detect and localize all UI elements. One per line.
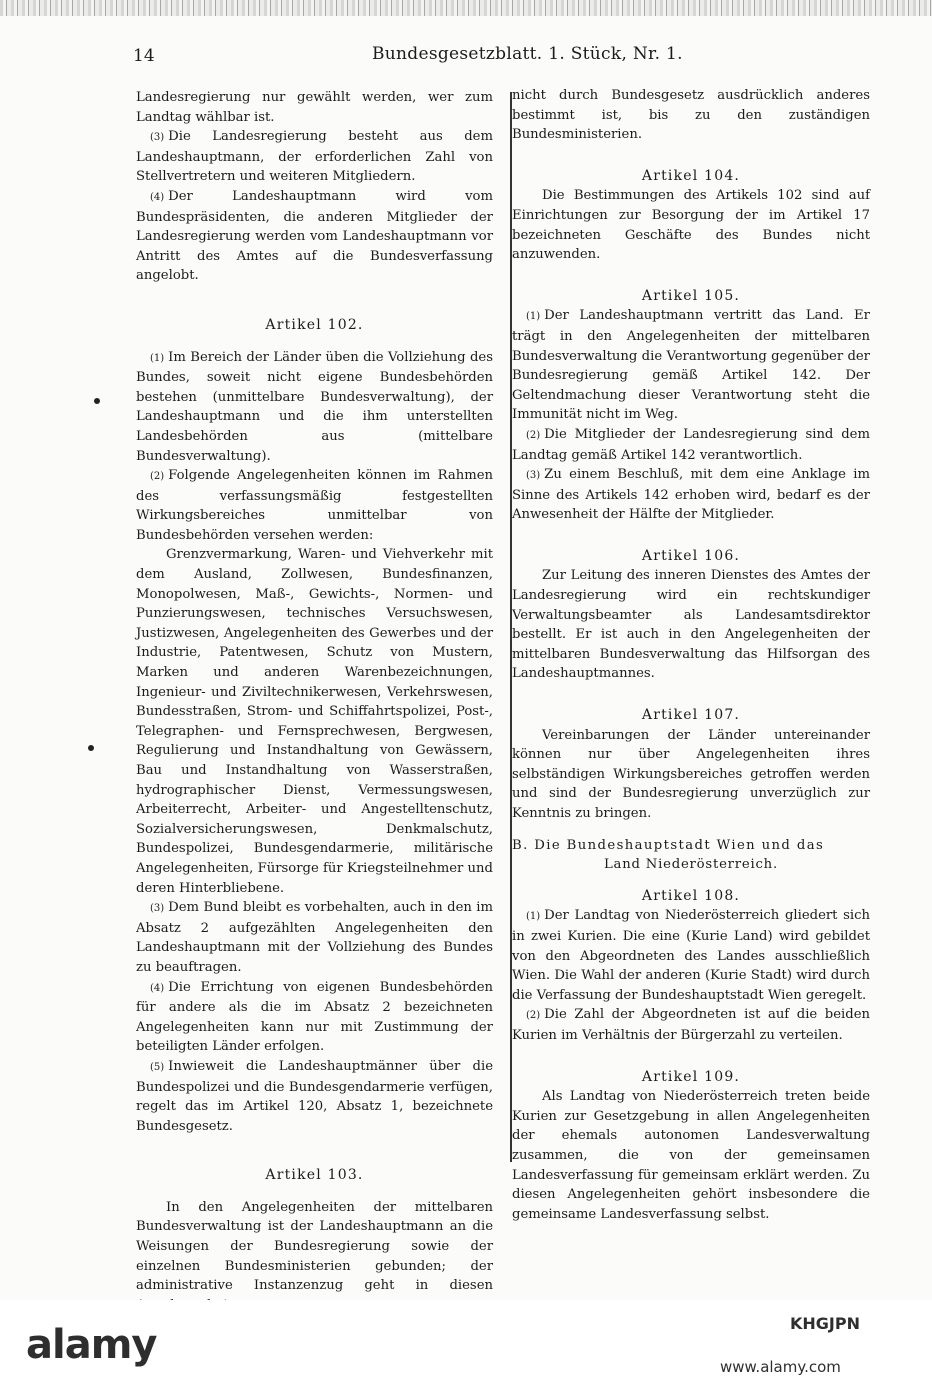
paragraph-number: (1) — [526, 911, 541, 923]
stock-image-id: KHGJPN — [790, 1314, 860, 1333]
article-102-paragraph-1 — [136, 348, 493, 467]
paragraph-text: Die Errichtung von eigenen Bundesbehörden für andere als die im Absatz 2 bezeichneten Angelegenheiten kann nur mit Zustimmung der beteiligten Länder erfolgen. — [136, 979, 493, 1055]
left-column — [136, 88, 493, 1315]
article-104-text: Die Bestimmungen des Artikels 102 sind auf Einrichtungen zur Besorgung der im Artikel 17 bezeichneten Geschäfte des Bundes nicht anzuwenden. — [512, 188, 870, 263]
paragraph-4 — [136, 187, 493, 286]
article-105-paragraph-1 — [512, 306, 870, 425]
paragraph-number: (2) — [526, 1010, 541, 1022]
paragraph-number: (3) — [150, 132, 165, 144]
article-107-text: Vereinbarungen der Länder untereinander können nur über Angelegenheiten ihres selbständigen Wirkungsbereiches getroffen werden und sind der Bundesregierung unverzüglich zur Kenntnis zu bringen. — [512, 727, 870, 821]
article-102-paragraph-3 — [136, 898, 493, 977]
right-column — [512, 86, 870, 1224]
page-number: 14 — [133, 46, 155, 66]
article-103-text: In den Angelegenheiten der mittelbaren Bundesverwaltung ist der Landeshauptmann an die Weisungen der Bundesregierung sowie der einzelnen Bundesministerien gebunden; der administrative Instanzenzug geht in diesen — [136, 1199, 493, 1294]
stock-logo: alamy — [26, 1322, 157, 1368]
article-105-paragraph-2 — [512, 425, 870, 465]
paragraph-text: Inwieweit die Landeshauptmänner über die Bundespolizei und die Bundesgendarmerie verfügen, regelt das im Artikel 120, Absatz 1, bezeichnete Bundesgesetz. — [136, 1058, 493, 1134]
stock-url: www.alamy.com — [720, 1358, 841, 1376]
section-b-subtitle: Land Niederösterreich. — [604, 857, 778, 873]
paragraph-number: (3) — [526, 470, 541, 482]
paragraph-text: Die Landesregierung besteht aus dem Landeshauptmann, der erforderlichen Zahl von Stellvertretern und weiteren Mitgliedern. — [136, 129, 493, 185]
paragraph-number: (1) — [150, 352, 165, 364]
article-106-text: Zur Leitung des inneren Dienstes des Amtes der Landesregierung wird ein rechtskundiger Verwaltungsbeamter als Landesamtsdirektor bestellt. Er ist auch in den Angelegenheiten der mittelbaren Bundesverwaltung das Hilfsorgan des Landeshauptmannes. — [512, 568, 870, 682]
paragraph-text: Die Zahl der Abgeordneten ist auf die beiden Kurien im Verhältnis der Bürgerzahl zu verteilen. — [512, 1007, 870, 1043]
article-107-heading: Artikel 107. — [641, 707, 741, 724]
paragraph-text: Der Landeshauptmann vertritt das Land. Er trägt in den Angelegenheiten der mittelbaren Bundesverwaltung die Verantwortung gegenüber der Bundesregierung gemäß Artikel 142. Der Geltendmachung dieser Verantwortung steht die Immunität nicht im Weg. — [512, 308, 870, 423]
article-106-heading: Artikel 106. — [641, 547, 741, 564]
paragraph-text: Im Bereich der Länder üben die Vollziehung des Bundes, soweit nicht eigene Bundesbehörden bestehen (unmittelbare Bundesverwaltung), der Landeshauptmann und die ihm unterstellten Landesbehörden aus (mittelbare Bundesverwaltung). — [136, 349, 493, 464]
section-b-title: B. Die Bundeshauptstadt Wien und das — [512, 837, 825, 853]
scan-speck — [94, 398, 100, 404]
paragraph-text: Die Mitglieder der Landesregierung sind dem Landtag gemäß Artikel 142 verantwortlich. — [512, 426, 870, 463]
paragraph-number: (2) — [150, 471, 165, 483]
article-102-paragraph-4 — [136, 978, 493, 1057]
article-102-paragraph-5 — [136, 1057, 493, 1136]
article-102-heading: Artikel 102. — [265, 316, 364, 333]
paragraph-number: (5) — [150, 1061, 165, 1073]
paragraph-text: Dem Bund bleibt es vorbehalten, auch in den im Absatz 2 aufgezählten Angelegenheiten den Landeshauptmann mit der Vollziehung des Bundes zu beauftragen. — [136, 900, 493, 975]
paragraph-number: (1) — [526, 311, 541, 323]
scan-edge-noise — [0, 0, 932, 16]
paragraph-text: Der Landtag von Niederösterreich gliedert sich in zwei Kurien. Die eine (Kurie Land) wird gebildet von den Abgeordneten des Landes ausschließlich Wien. Die Wahl der anderen (Kurie Stadt) wird durch die Verfassung der Bundeshauptstadt Wien geregelt. — [512, 908, 870, 1003]
article-108-heading: Artikel 108. — [641, 887, 741, 904]
article-104-heading: Artikel 104. — [641, 167, 741, 184]
paragraph-intro: Landesregierung nur gewählt werden, wer zum Landtag wählbar ist. — [136, 90, 493, 125]
paragraph-number: (4) — [150, 191, 165, 203]
article-105-paragraph-3 — [512, 465, 870, 525]
paragraph-3 — [136, 127, 493, 187]
paragraph-text: Der Landeshauptmann wird vom Bundespräsidenten, die anderen Mitglieder der Landesregierung werden vom Landeshauptmann vor Antritt des Amtes auf die Bundesverfassung angelobt. — [136, 188, 493, 284]
paragraph-number: (3) — [150, 903, 165, 915]
article-102-paragraph-2 — [136, 466, 493, 545]
paragraph-number: (4) — [150, 982, 165, 994]
scan-speck — [88, 745, 94, 751]
article-102-list: Grenzvermarkung, Waren- und Viehverkehr mit dem Ausland, Zollwesen, Bundesfinanzen, Monopolwesen, Maß-, Gewichts-, Normen- und Punzierungswesen, technisches Versuchswesen, Justizwesen, Angelegenheiten des Gewerbes und der Industrie, Patentwesen, Schutz von Mustern, Marken und anderen Warenbezeichnungen, Ingenieur- und Ziviltechnikerwesen, Verkehrswesen, Bundesstraßen, Strom- und Schiffahrtspolizei, Post-, Telegraphen- und Fernsprechwesen, Bergwesen, Regulierung und Instandhaltung von Gewässern, Bau und Instandhaltung von Wasserstraßen, hydrographischer Dienst, Vermessungswesen, Arbeiterrecht, Arbeiter- und Angestelltenschutz, Sozialversicherungswesen, Denkmalschutz, Bundespolizei, Bundesgendarmerie, militärische Angelegenheiten, Fürsorge für Kriegsteilnehmer und deren Hinterbliebene. — [136, 547, 493, 896]
article-103-heading: Artikel 103. — [265, 1167, 364, 1184]
article-109-heading: Artikel 109. — [641, 1068, 741, 1085]
article-109-text: Als Landtag von Niederösterreich treten beide Kurien zur Gesetzgebung in allen Angelegenheiten der ehemals autonomen Landesverwaltung zusammen, die von der gemeinsamen Landesverfassung für gemeinsam erklärt werden. Zu diesen Angelegenheiten gehört insbesondere die gemeinsame Landesverfassung selbst. — [512, 1089, 870, 1222]
paragraph-text: Folgende Angelegenheiten können im Rahmen des verfassungsmäßig festgestellten Wirkungsbereiches unmittelbar von Bundesbehörden versehen werden: — [136, 468, 493, 543]
paragraph-text: Zu einem Beschluß, mit dem eine Anklage im Sinne des Artikels 142 erhoben wird, bedarf es der Anwesenheit der Hälfte der Mitglieder. — [512, 467, 870, 523]
running-head: Bundesgesetzblatt. 1. Stück, Nr. 1. — [372, 44, 683, 64]
paragraph-number: (2) — [526, 429, 541, 441]
article-108-paragraph-1 — [512, 906, 870, 1005]
article-108-paragraph-2 — [512, 1005, 870, 1045]
article-105-heading: Artikel 105. — [641, 287, 741, 304]
continuation-text: nicht durch Bundesgesetz ausdrücklich anderes bestimmt ist, bis zu den zuständigen Bundesministerien. — [512, 88, 870, 143]
